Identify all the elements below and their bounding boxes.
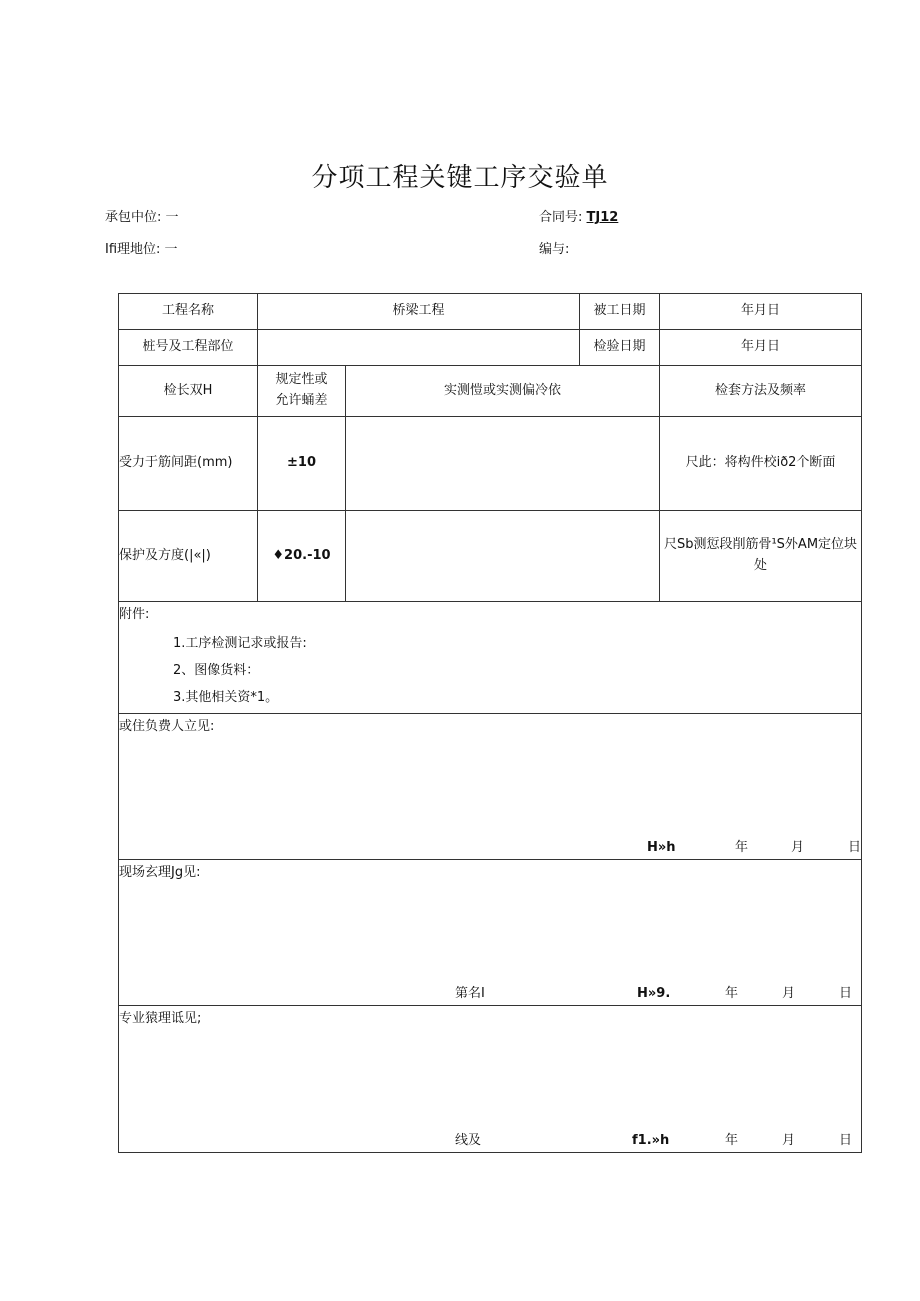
opinion-cell [119, 1006, 862, 1153]
spec-column-header [258, 366, 346, 417]
supervisor-label: Ifi理地位: [105, 242, 161, 257]
attachments-cell [119, 602, 862, 714]
construction-date-value: 年月日 [660, 294, 862, 330]
station-row [119, 330, 862, 366]
inspection-date-value: 年月日 [660, 330, 862, 366]
contractor-label: 承包中位: [105, 210, 162, 225]
opinion-date-label: H»9. [637, 986, 671, 1001]
inspection-form-table [118, 293, 862, 1153]
opinion-year: 年 [725, 1133, 739, 1148]
row-item: 保护及方度(|«|) [119, 511, 258, 602]
attachments-row [119, 602, 862, 714]
attachment-item: 2、图像货料： [173, 663, 260, 678]
opinion-sign: 第名I [455, 986, 485, 1001]
page-title: 分项工程关键工序交验单 [311, 163, 609, 193]
opinion-row [119, 1006, 862, 1153]
opinion-sign: 线及 [455, 1133, 482, 1148]
opinion-day: 日 [839, 986, 853, 1001]
supervisor-line [105, 238, 178, 257]
opinion-month: 月 [782, 986, 796, 1001]
opinion-month: 月 [782, 1133, 796, 1148]
contract-no-line [539, 206, 618, 225]
inspection-date-label: 检验日期 [580, 330, 660, 366]
opinion-month: 月 [791, 840, 805, 855]
attachment-item: 3.其他相关资*1。 [173, 690, 279, 705]
opinion-row [119, 714, 862, 860]
row-method [660, 511, 862, 602]
opinion-cell [119, 714, 862, 860]
project-name-row [119, 294, 862, 330]
attachment-item: 1.工序检测记求或报告: [173, 636, 307, 651]
opinion-cell [119, 860, 862, 1006]
contractor-value: 一 [165, 210, 179, 225]
row-item: 受力于筋间距(mm) [119, 417, 258, 511]
serial-no-line [539, 238, 569, 257]
construction-date-label: 被工日期 [580, 294, 660, 330]
row-method: 尺此：将构件校ið2个断面 [660, 417, 862, 511]
item-column-header: 检长双H [119, 366, 258, 417]
row-spec: ±10 [258, 417, 346, 511]
contract-no-value: TJ12 [586, 210, 619, 225]
contract-no-label: 合同号: [539, 210, 583, 225]
station-value [258, 330, 580, 366]
supervisor-value: 一 [164, 242, 178, 257]
opinion-year: 年 [725, 986, 739, 1001]
opinion-day: 日 [839, 1133, 853, 1148]
spec-header-line2: 允许蛹差 [275, 393, 328, 408]
project-name-label: 工程名称 [119, 294, 258, 330]
opinion-date-label: f1.»h [632, 1133, 670, 1148]
column-header-row [119, 366, 862, 417]
contractor-line [105, 206, 179, 225]
method-column-header: 检套方法及频率 [660, 366, 862, 417]
row-method-line1: 尺Sb测愆段削筋骨¹S外AM定位块 [663, 537, 858, 553]
opinion-row [119, 860, 862, 1006]
row-measured [346, 417, 660, 511]
station-label: 桩号及工程部位 [119, 330, 258, 366]
measured-column-header: 实测愷或实测偏冷依 [346, 366, 660, 417]
opinion-year: 年 [735, 840, 749, 855]
table-row [119, 417, 862, 511]
table-row [119, 511, 862, 602]
spec-header-line1: 规定性或 [275, 372, 328, 388]
attachments-label: 附件: [119, 607, 150, 622]
opinion-label: 或住负费人立见: [119, 719, 215, 734]
project-name-value: 桥梁工程 [258, 294, 580, 330]
row-measured [346, 511, 660, 602]
row-spec: ♦20.-10 [258, 511, 346, 602]
row-method-line2: 处 [754, 558, 768, 573]
opinion-label: 专业猿理诋见; [119, 1011, 202, 1026]
opinion-date-label: H»h [647, 840, 676, 855]
opinion-day: 日 [848, 840, 862, 855]
opinion-label: 现场玄理Jg见: [119, 865, 201, 880]
serial-no-label: 编与: [539, 242, 570, 257]
